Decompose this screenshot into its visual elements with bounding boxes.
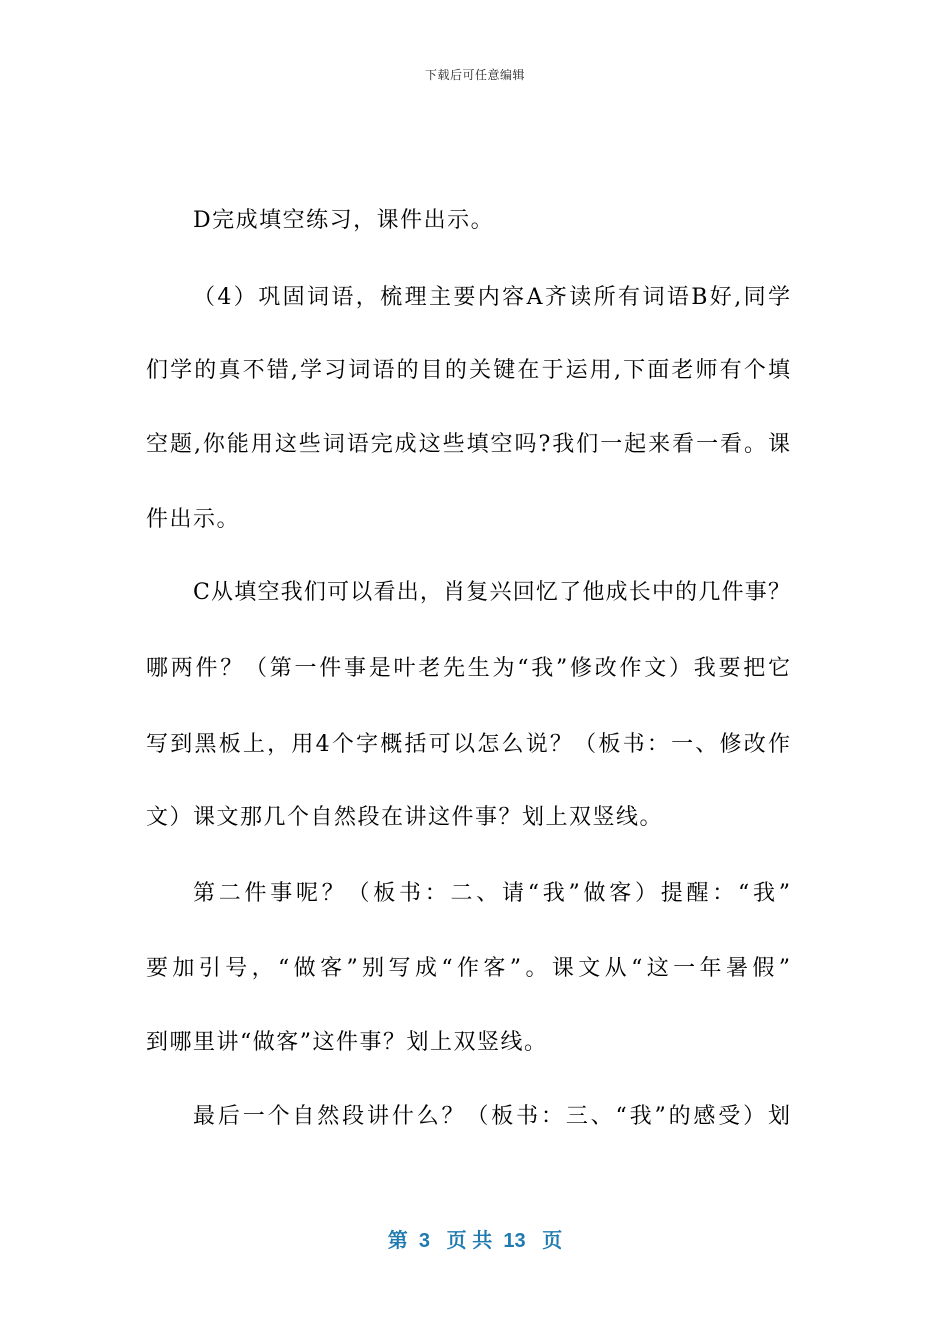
paragraph-line: 写到黑板上，用4个字概括可以怎么说？（板书：一、修改作 [146,732,790,757]
paragraph-line: 件出示。 [146,507,241,532]
paragraph-line: 空题,你能用这些词语完成这些填空吗?我们一起来看一看。课 [146,432,790,457]
paragraph-line: 最后一个自然段讲什么？（板书：三、“我”的感受）划 [193,1104,790,1129]
paragraph-line: （4）巩固词语，梳理主要内容A齐读所有词语B好,同学 [193,285,790,310]
paragraph-line: 第二件事呢？（板书：二、请“我”做客）提醒：“我” [193,881,790,906]
page-header: 下载后可任意编辑 [424,68,525,82]
paragraph-line: C从填空我们可以看出，肖复兴回忆了他成长中的几件事？ [193,580,790,605]
paragraph-line: D完成填空练习，课件出示。 [193,208,495,233]
page-number-footer: 第 3 页 共 13 页 [387,1230,563,1252]
paragraph-line: 们学的真不错,学习词语的目的关键在于运用,下面老师有个填 [146,358,790,383]
paragraph-line: 哪两件？（第一件事是叶老先生为“我”修改作文）我要把它 [146,656,790,681]
paragraph-line: 文）课文那几个自然段在讲这件事？划上双竖线。 [146,805,664,830]
paragraph-line: 到哪里讲“做客”这件事？划上双竖线。 [146,1030,548,1055]
paragraph-line: 要加引号，“做客”别写成“作客”。课文从“这一年暑假” [146,956,790,981]
